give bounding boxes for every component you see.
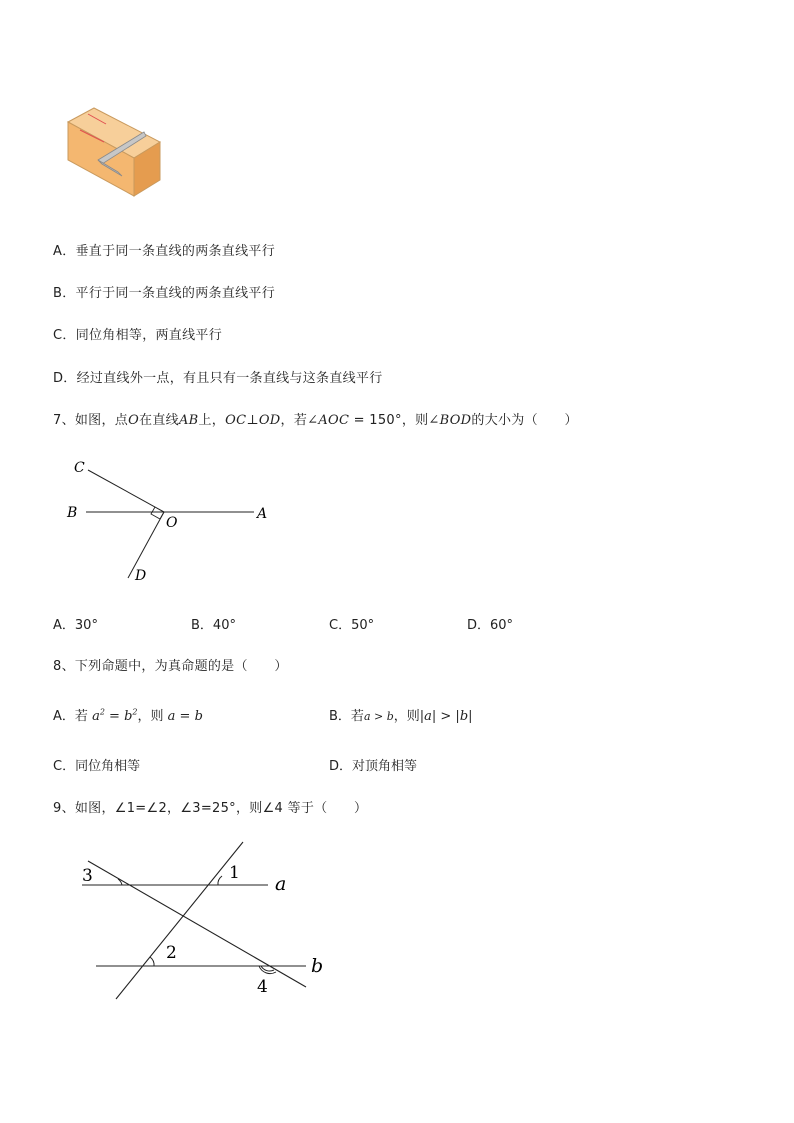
q7-label-a: A (257, 506, 268, 522)
q7-stem: 7、如图，点O在直线AB上，OC⊥OD，若∠AOC = 150°，则∠BOD的大小为（ ） (53, 413, 578, 428)
wood-block-illustration (62, 104, 167, 202)
q7-option-b: B．40° (191, 618, 236, 633)
q8-option-b: B．若a > b，则|a| > |b| (329, 709, 473, 724)
q9-label-3: 3 (82, 866, 93, 886)
q9-label-4: 4 (257, 977, 268, 997)
q8-stem: 8、下列命题中，为真命题的是（ ） (53, 659, 288, 674)
q6-option-c: C．同位角相等，两直线平行 (53, 328, 222, 343)
q8-option-c: C．同位角相等 (53, 759, 141, 774)
q9-angle-1-arc (218, 876, 222, 885)
q8-option-a: A．若 $a^2 = b^2$，则 a = b (53, 707, 203, 724)
q7-label-b: B (67, 505, 78, 521)
q6-option-a: A．垂直于同一条直线的两条直线平行 (53, 244, 276, 259)
q9-label-b: b (311, 955, 324, 977)
q7-ray-oc (88, 470, 164, 512)
q9-transversal-2 (116, 842, 243, 999)
q9-stem: 9、如图，∠1=∠2，∠3=25°，则∠4 等于（ ） (53, 801, 368, 816)
q7-label-o: O (166, 515, 178, 531)
q7-option-c: C．50° (329, 618, 375, 633)
q9-label-1: 1 (229, 863, 240, 883)
q6-option-d: D．经过直线外一点，有且只有一条直线与这条直线平行 (53, 371, 383, 386)
q9-parallel-lines-figure (76, 834, 336, 1004)
q9-angle-2-arc (150, 957, 154, 966)
q6-option-b: B．平行于同一条直线的两条直线平行 (53, 286, 276, 301)
q7-option-d: D．60° (467, 618, 514, 633)
q9-label-2: 2 (166, 943, 177, 963)
q8-option-d: D．对顶角相等 (329, 759, 418, 774)
q7-label-c: C (74, 460, 85, 476)
q9-transversal-1 (88, 861, 306, 987)
q9-label-a: a (275, 873, 287, 895)
q7-angle-figure (60, 452, 280, 587)
q7-label-d: D (135, 568, 147, 584)
q7-option-a: A．30° (53, 618, 98, 633)
